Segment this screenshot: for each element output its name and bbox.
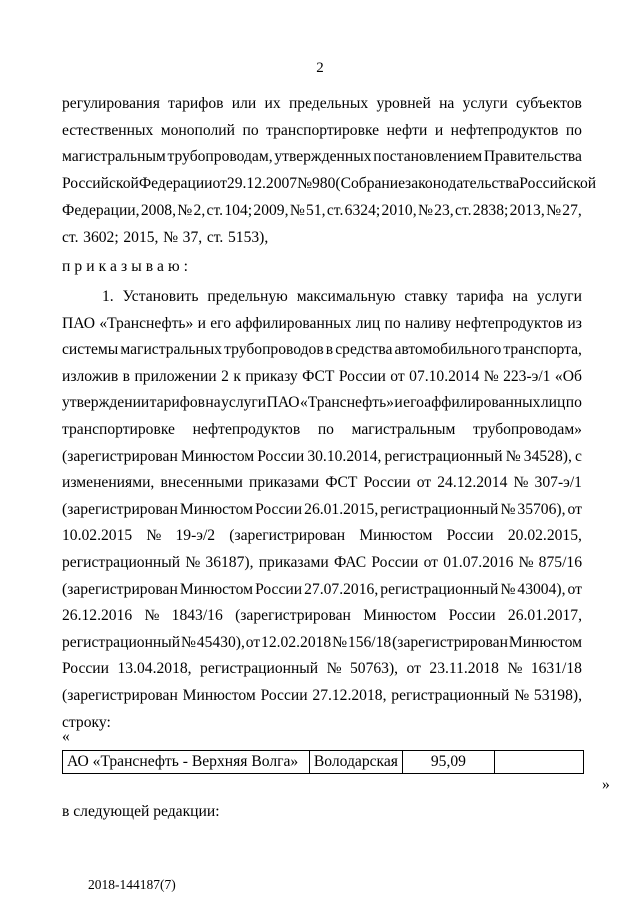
word: ст. [206, 228, 224, 246]
word: № [289, 201, 305, 219]
word: № [483, 367, 499, 385]
word: 2008, [140, 201, 176, 219]
text-line [62, 713, 582, 733]
text-line [62, 314, 582, 334]
word: изложив [62, 367, 119, 385]
word: от [406, 660, 421, 678]
word: регистрационный [391, 687, 510, 704]
word: трубопроводам» [473, 421, 582, 438]
word: № [500, 580, 516, 598]
word: 07.10.2014 [409, 367, 480, 385]
text-line [62, 147, 582, 167]
word: 3602; [83, 228, 119, 246]
text-line [62, 94, 582, 114]
word: России [446, 527, 494, 545]
word: России [62, 660, 110, 678]
word: № [144, 607, 160, 625]
word: России [257, 447, 305, 465]
word: № [500, 500, 516, 518]
word: приказами [249, 474, 320, 492]
word: № [177, 201, 193, 219]
text-line [62, 228, 582, 248]
word: (зарегистрирован [62, 580, 178, 598]
text-line [102, 287, 582, 307]
table-row [63, 751, 584, 774]
word: изменениями, [62, 474, 155, 492]
word: 104; [224, 201, 253, 219]
word: № [332, 633, 347, 651]
word: с [574, 447, 582, 465]
word: (зарегистрирован [235, 607, 351, 625]
word: нефтепродуктов [455, 314, 564, 332]
word: от [423, 554, 438, 571]
word: тарифа [456, 288, 504, 305]
word: приказами [258, 554, 329, 571]
word: Минюстом [359, 527, 433, 545]
word: 156/18 [347, 633, 392, 651]
word: 13.04.2018, [117, 660, 192, 678]
word: от [416, 474, 432, 492]
word: нефти [386, 121, 428, 139]
word: (зарегистрирован [62, 500, 178, 518]
word: Установить [122, 288, 199, 305]
word: утвержденных [274, 148, 372, 166]
word: и [394, 394, 403, 412]
word: услуги [536, 288, 582, 305]
page-number: 2 [316, 60, 324, 76]
word: регистрационный [62, 633, 181, 651]
word: от [212, 175, 227, 193]
word: аффилированных [235, 314, 352, 332]
word: приложении [134, 367, 217, 385]
word: ПАО [62, 314, 96, 332]
text-line [62, 580, 582, 600]
word: автомобильного [394, 341, 502, 359]
word: 45430), [196, 633, 245, 651]
word: на [439, 95, 455, 112]
word: постановлением [373, 148, 483, 166]
value-cell: 95,09 [402, 751, 494, 774]
word: России [338, 367, 386, 385]
text-line [62, 473, 582, 493]
word: (Собрание [335, 175, 406, 193]
word: России [363, 474, 411, 492]
word: 43004), [517, 580, 566, 598]
word: «Об [554, 367, 582, 385]
word: 2 [221, 367, 229, 385]
word: 34528), [523, 447, 572, 465]
word: ставку [404, 288, 448, 305]
word: строку: [62, 713, 111, 731]
word: № [513, 474, 529, 492]
word: Правительства [483, 148, 582, 166]
word: транспортировке [62, 421, 175, 438]
order-word: приказываю: [62, 258, 193, 275]
word: магистральных [120, 341, 223, 359]
word: России [255, 500, 303, 518]
word: № [505, 447, 521, 465]
word: № [146, 527, 162, 545]
word: 980 [311, 175, 336, 193]
word: нефтепродуктов [192, 421, 301, 438]
word: от [390, 367, 405, 385]
word: № [518, 554, 534, 571]
word: № [417, 201, 433, 219]
word: по [565, 394, 582, 412]
word: Минюстом [179, 500, 253, 518]
word: лиц [540, 394, 566, 412]
text-line [62, 659, 582, 679]
word: 36187), [205, 554, 254, 571]
word: от [245, 633, 261, 651]
word: 1631/18 [530, 660, 582, 678]
word: регистрационный [62, 554, 181, 571]
text-line [62, 420, 582, 440]
word: лиц [355, 314, 381, 332]
word: ПАО [266, 394, 300, 412]
word: России [255, 580, 303, 598]
text-line [62, 606, 582, 626]
word: трубопроводам, [167, 148, 273, 166]
word: № [181, 633, 196, 651]
word: 01.07.2016 [443, 554, 514, 571]
word: предельных [288, 95, 369, 112]
word: и [434, 121, 444, 139]
word: к [233, 367, 241, 385]
text-line [62, 340, 582, 360]
word: ст. [206, 201, 224, 219]
word: услуги [462, 95, 508, 112]
word: его [210, 314, 231, 332]
word: субъектов [515, 95, 582, 112]
word: по [317, 421, 334, 438]
word: законодательства [405, 175, 520, 193]
station-cell: Володарская [309, 751, 402, 774]
word: системы [62, 341, 119, 359]
word: 26.12.2016 [62, 607, 133, 625]
empty-cell [494, 751, 583, 774]
word: Федерации [138, 175, 213, 193]
word: 1843/16 [171, 607, 223, 625]
organization-cell: АО «Транснефть - Верхняя Волга» [63, 751, 310, 774]
word: (зарегистрирован [62, 687, 178, 704]
text-line [62, 393, 582, 413]
word: из [567, 314, 582, 332]
word: ст. [62, 228, 79, 246]
word: России [448, 607, 496, 625]
word: их [264, 95, 281, 112]
word: в [122, 367, 130, 385]
word: 2010, [381, 201, 417, 219]
word: № [514, 687, 530, 704]
word: Федерации, [62, 201, 140, 219]
word: 5153), [227, 228, 269, 246]
word: на [512, 288, 528, 305]
word: утверждении [62, 394, 150, 412]
word: № [326, 660, 342, 678]
quote-close: » [602, 776, 610, 793]
word: № [546, 201, 561, 219]
word: аффилированных [424, 394, 541, 412]
word: 37, [182, 228, 203, 246]
word: Российской [519, 175, 597, 193]
text-line [62, 174, 597, 194]
word: 2013, [509, 201, 545, 219]
word: Минюстом [180, 447, 255, 465]
word: 35706), [517, 500, 566, 518]
tariff-table-row [62, 750, 584, 774]
word: ст. [455, 201, 472, 219]
word: «Транснефть» [99, 314, 194, 332]
word: естественных [62, 121, 154, 139]
word: 2015, [123, 228, 159, 246]
word: 26.01.2015, [304, 500, 379, 518]
word: 50763), [349, 660, 399, 678]
word: регистрационный [200, 660, 319, 678]
text-line [62, 526, 582, 546]
word: его [403, 394, 424, 412]
word: от [567, 580, 582, 598]
word: ФСТ [325, 474, 358, 492]
word: транспортировке [266, 121, 380, 139]
word: 19-э/2 [175, 527, 216, 545]
word: 2, [193, 201, 206, 219]
word: магистральным [62, 148, 166, 166]
word: 2838; [472, 201, 509, 219]
word: 29.12.2007 [226, 175, 298, 193]
word: 23, [434, 201, 454, 219]
word: монополий [160, 121, 235, 139]
word: по [384, 314, 401, 332]
word: средства [335, 341, 393, 359]
word: предельную [207, 288, 288, 305]
word: 1. [102, 288, 114, 305]
word: Минюстом [508, 633, 582, 651]
word: 20.02.2015, [507, 527, 582, 545]
word: Российской [62, 175, 139, 193]
text-line [62, 367, 582, 387]
word: 223-э/1 [503, 367, 551, 385]
word: ФСТ [302, 367, 335, 385]
text-line [62, 553, 582, 573]
word: приказу [245, 367, 298, 385]
text-line [62, 686, 582, 706]
text-line [62, 447, 582, 467]
word: нефтепродуктов [450, 121, 559, 139]
word: № [163, 228, 178, 246]
word: России [260, 687, 308, 704]
word: в [325, 341, 334, 359]
word: регулирования [62, 95, 160, 112]
text-line [62, 500, 582, 520]
word: «Транснефть» [299, 394, 394, 412]
word: по [565, 121, 582, 139]
word: 27.12.2018, [312, 687, 387, 704]
word: или [231, 95, 257, 112]
word: 6324; [344, 201, 381, 219]
word: 23.11.2018 [429, 660, 499, 678]
word: регистрационный [384, 447, 503, 465]
word: № [185, 554, 201, 571]
word: регистрационный [380, 500, 499, 518]
document-code: 2018-144187(7) [88, 877, 176, 892]
word: 307-э/1 [534, 474, 582, 492]
word: транспорта, [503, 341, 582, 359]
word: 875/16 [538, 554, 582, 571]
word: по [242, 121, 259, 139]
word: тарифов [149, 394, 206, 412]
word: 12.02.2018 [261, 633, 332, 651]
word: наливу [404, 314, 452, 332]
word: и [197, 314, 206, 332]
word: 2009, [253, 201, 289, 219]
word: 51, [306, 201, 326, 219]
word: (зарегистрирован [392, 633, 508, 651]
word: от [567, 500, 582, 518]
word: услуги [221, 394, 267, 412]
word: ст. [326, 201, 344, 219]
word: регистрационный [380, 580, 499, 598]
word: 24.12.2014 [437, 474, 508, 492]
word: № [507, 660, 523, 678]
word: магистральным [351, 421, 456, 438]
word: тарифов [168, 95, 224, 112]
word: Минюстом [363, 607, 437, 625]
quote-open: « [62, 728, 70, 745]
text-line [62, 201, 582, 221]
word: трубопроводов [224, 341, 324, 359]
word: (зарегистрирован [62, 447, 178, 465]
word: (зарегистрирован [229, 527, 346, 545]
word: 26.01.2017, [507, 607, 582, 625]
word: 53198), [533, 687, 582, 704]
word: России [371, 554, 419, 571]
word: внесенными [160, 474, 243, 492]
word: Минюстом [182, 687, 256, 704]
text-line [62, 121, 582, 141]
word: на [205, 394, 221, 412]
word: 27, [562, 201, 582, 219]
word: максимальную [296, 288, 396, 305]
word: 30.10.2014, [307, 447, 382, 465]
word: уровней [376, 95, 431, 112]
word: 27.07.2016, [304, 580, 379, 598]
text-line [62, 633, 582, 653]
word: ФАС [333, 554, 367, 571]
next-edition-text: в следующей редакции: [62, 803, 220, 820]
word: № [297, 175, 312, 193]
word: Минюстом [179, 580, 253, 598]
word: 10.02.2015 [62, 527, 133, 545]
